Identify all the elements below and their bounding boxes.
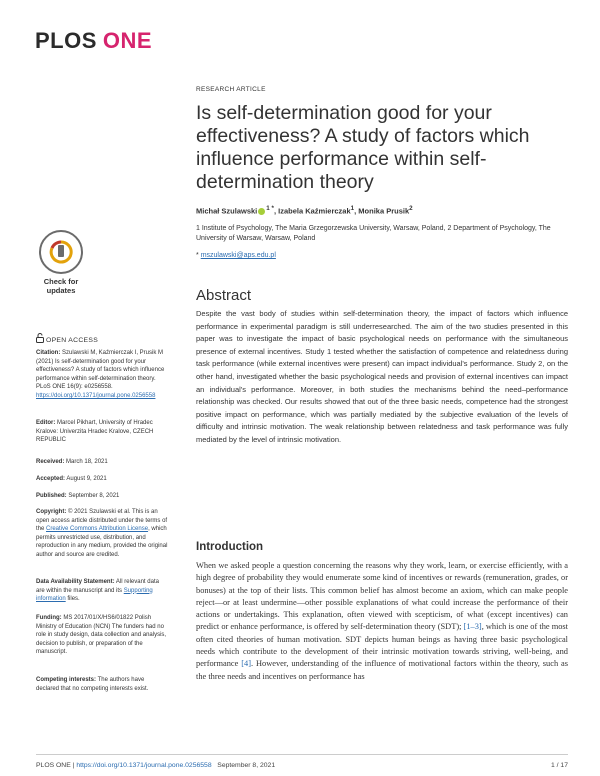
citation-text: Szulawski M, Kaźmierczak I, Prusik M (2021) Is self-determination good for your effectiveness? A study of factors which influence performance within self-determination theory. PLoS ONE 16(9): e0256558.: [36, 350, 165, 391]
author-affil-mark: 2: [409, 205, 413, 212]
author-name[interactable]: , Monika Prusik: [354, 206, 410, 216]
page-footer: [36, 762, 568, 769]
data-availability-label: Data Availability Statement:: [36, 579, 115, 585]
article-type: RESEARCH ARTICLE: [196, 86, 266, 93]
orcid-icon[interactable]: [258, 208, 265, 215]
published-label: Published:: [36, 493, 67, 499]
email-marker: *: [196, 252, 199, 259]
affiliations: 1 Institute of Psychology, The Maria Grzegorzewska University, Warsaw, Poland, 2 Department of Psychology, The University of Warsaw, Warsaw, Poland: [196, 225, 551, 242]
competing-interests-block: [36, 676, 168, 693]
received-block: [36, 458, 168, 467]
author-name[interactable]: Michał Szulawski: [196, 206, 258, 216]
copyright-block: [36, 508, 168, 560]
intro-paragraph-part: . However, understanding of the influence of motivational factors within the theory, such as the three needs and incentives on performance has: [196, 659, 568, 681]
email-link[interactable]: mszulawski@aps.edu.pl: [200, 252, 276, 259]
footer-doi-link[interactable]: https://doi.org/10.1371/journal.pone.0256558: [76, 762, 212, 769]
check-for-updates-badge[interactable]: [38, 230, 84, 295]
reference-link[interactable]: [1–3]: [463, 622, 482, 632]
introduction-heading: Introduction: [196, 541, 264, 553]
editor-label: Editor:: [36, 420, 56, 426]
check-updates-icon: [39, 230, 83, 274]
citation-doi-link[interactable]: https://doi.org/10.1371/journal.pone.0256558: [36, 392, 156, 399]
editor-text: Marcel Pikhart, University of Hradec Kralove: Univerzita Hradec Kralove, CZECH REPUBLIC: [36, 420, 154, 444]
footer-separator: |: [72, 762, 75, 769]
author-list: [196, 205, 566, 216]
citation-label: Citation:: [36, 350, 61, 356]
logo-one: ONE: [102, 28, 153, 53]
open-access-label: [36, 333, 98, 344]
published-date: September 8, 2021: [68, 493, 120, 499]
data-availability-block: [36, 578, 168, 604]
competing-interests-label: Competing interests:: [36, 677, 97, 683]
data-availability-text-2: files.: [67, 596, 80, 603]
copyright-text-2: , which permits unrestricted use, distribution, and reproduction in any medium, provided the original author and source are credited.: [36, 526, 168, 558]
journal-logo[interactable]: [35, 28, 152, 54]
accepted-label: Accepted:: [36, 476, 66, 482]
funding-text: MS 2017/01/X/HS6/01822 Polish Ministry of Education (NCN) The funders had no role in study design, data collection and analysis, decision to publish, or preparation of the manuscript.: [36, 615, 167, 656]
intro-paragraph-part: , which is one of the most often cited theories of human motivation. SDT depicts human beings as having three basic psychological needs which contribute to the development of their intrinsic motivation towards striving, well-being, and performance: [196, 622, 568, 669]
received-label: Received:: [36, 459, 65, 465]
data-availability-text: All relevant data are within the manuscript and its: [36, 579, 159, 594]
editor-block: [36, 419, 168, 445]
author-affil-mark: 1 *: [266, 205, 274, 212]
page-number: 1 / 17: [550, 762, 568, 769]
cc-license-link[interactable]: Creative Commons Attribution License: [46, 526, 149, 533]
supporting-info-link[interactable]: Supporting information: [36, 587, 153, 603]
funding-label: Funding:: [36, 615, 62, 621]
article-title: Is self-determination good for your effectiveness? A study of factors which influence performance within self-determination theory: [196, 102, 530, 193]
author-name[interactable]: , Izabela Kaźmierczak: [273, 206, 351, 216]
received-date: March 18, 2021: [66, 459, 108, 465]
accepted-date: August 9, 2021: [66, 476, 107, 482]
copyright-text: © 2021 Szulawski et al. This is an open access article distributed under the terms of the: [36, 509, 168, 533]
footer-divider: [36, 754, 568, 755]
abstract-heading: Abstract: [196, 287, 252, 304]
reference-link[interactable]: [4]: [241, 659, 251, 669]
footer-journal: PLOS ONE: [36, 762, 71, 769]
author-affil-mark: 1: [350, 205, 355, 212]
intro-paragraph-part: When we asked people a question concerning the reasons why they work, learn, or exercise efficiently, with a high degree of probability they would enumerate some kind of incentives or rewards (remuneration, grades, or bonuses) at the top of their lists. This common belief has almost become an axiom, which can make people reject—or at least undermine—other possible explanations of what could increase the performance of their actions or undertakings. This explanation, often viewed with scepticism, of what (except incentives) can predict or enhance performance, is offered by self-determination theory (SDT);: [196, 561, 568, 632]
introduction-text: [196, 560, 568, 683]
copyright-label: Copyright:: [36, 509, 67, 515]
citation-block: [36, 349, 168, 401]
open-access-text: OPEN ACCESS: [46, 337, 99, 344]
check-updates-line2: updates: [46, 285, 76, 295]
competing-interests-text: The authors have declared that no competing interests exist.: [36, 677, 149, 692]
logo-plos: PLOS: [35, 28, 97, 53]
check-updates-line1: Check for: [43, 277, 79, 286]
abstract-text: Despite the vast body of studies within self-determination theory, the impact of factors which influence performance in experimental paradigm is still underresearched. The aim of the two studies presented in this paper was to investigate the impact of basic psychological needs on performance with the simultaneous presence of external incentives. Study 1 tested whether the satisfaction of competence and relatedness during task performance (while external incentives were present) can impact individual's performance. Study 2, on the other hand, investigated whether the basic psychological needs and provision of external incentives can impact an individual's performance. Moreover, in both studies the mechanisms behind the need–performance relationship was checked. Our results showed that out of the three basic needs, competence had the strongest positive impact on performance, which was partially mediated by the subjective evaluation of the levels of difficulty and intrinsic motivation. The weak relationship between relatedness and task performance was fully mediated by the level of intrinsic motivation.: [196, 309, 568, 444]
open-lock-icon: [36, 333, 44, 343]
published-block: [36, 492, 168, 501]
accepted-block: [36, 475, 168, 484]
funding-block: [36, 614, 168, 657]
footer-date: September 8, 2021: [217, 762, 276, 769]
corresponding-email: [196, 252, 276, 259]
